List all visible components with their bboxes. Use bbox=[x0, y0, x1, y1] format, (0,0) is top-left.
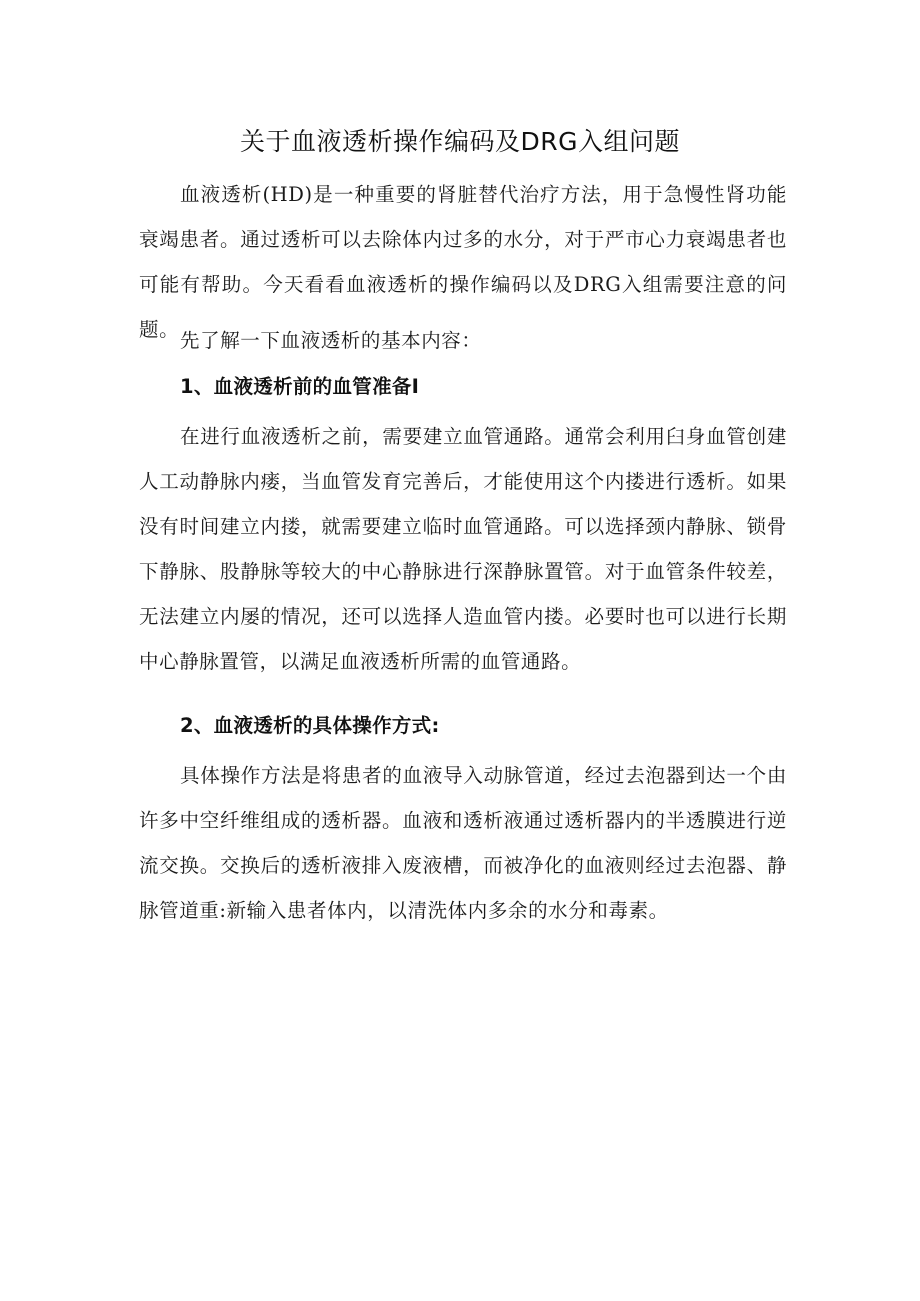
section-paragraph-procedure: 具体操作方法是将患者的血液导入动脉管道，经过去泡器到达一个由许多中空纤维组成的透析器。血液和透析液通过透析器内的半透膜进行逆流交换。交换后的透析液排入废液槽，而被净化的血液则经过去泡器、静脉管道重:新输入患者体内，以清洗体内多余的水分和毒素。 bbox=[139, 764, 787, 922]
intro-paragraph: 血液透析(HD)是一种重要的肾脏替代治疗方法，用于急慢性肾功能衰竭患者。通过透析可以去除体内过多的水分，对于严市心力衰竭患者也可能有帮助。今天看看血液透析的操作编码以及DRG入组需要注意的问题。 bbox=[139, 183, 787, 341]
section-heading-vascular-access: 1、血液透析前的血管准备I bbox=[180, 375, 420, 398]
section-paragraph-vascular-access: 在进行血液透析之前，需要建立血管通路。通常会利用臼身血管创建人工动静脉内瘘，当血管发育完善后，才能使用这个内搂进行透析。如果没有时间建立内搂，就需要建立临时血管通路。可以选择颈内静脉、锁骨下静脉、股静脉等较大的中心静脉进行深静脉置管。对于血管条件较差，无法建立内屡的情况，还可以选择人造血管内搂。必要时也可以进行长期中心静脉置管，以满足血液透析所需的血管通路。 bbox=[139, 425, 787, 673]
lead-paragraph: 先了解一下血液透析的基本内容： bbox=[180, 329, 482, 352]
document-title: 关于血液透析操作编码及DRG入组问题 bbox=[240, 127, 680, 156]
section-heading-procedure: 2、血液透析的具体操作方式: bbox=[180, 714, 440, 737]
